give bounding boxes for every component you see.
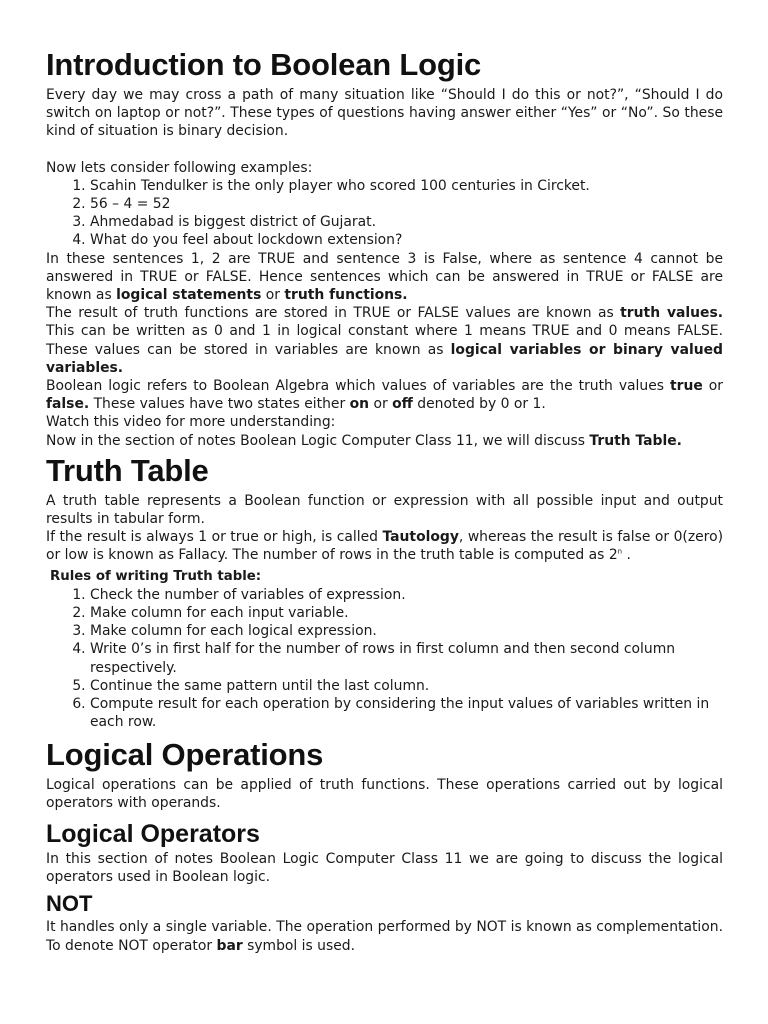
bold-term: true xyxy=(670,378,703,395)
list-item: 3. Make column for each logical expression. xyxy=(90,622,723,640)
list-item: 3. Ahmedabad is biggest district of Gujarat. xyxy=(90,213,723,231)
list-item: 4. What do you feel about lockdown extension? xyxy=(90,231,723,249)
list-item: 4. Write 0’s in first half for the number of rows in first column and then second column respectively. xyxy=(90,640,723,676)
section-intro-paragraph: Now in the section of notes Boolean Logic Computer Class 11, we will discuss Truth Table. xyxy=(46,432,682,449)
bold-term: logical variables or binary valued variables. xyxy=(46,341,723,376)
intro-paragraph: Every day we may cross a path of many situation like “Should I do this or not?”, “Should I do switch on laptop or not?”. These types of questions having answer either “Yes” or “No”. So these kind of situation is binary decision. xyxy=(46,87,723,140)
not-heading: NOT xyxy=(46,891,93,917)
video-paragraph: Watch this video for more understanding: xyxy=(46,414,336,431)
tautology-paragraph: If the result is always 1 or true or high, is called Tautology, whereas the result is false or 0(zero) or low is known as Fallacy. The number of rows in the truth table is computed as 2$^n$ . xyxy=(46,529,723,564)
list-item: 1. Scahin Tendulker is the only player who scored 100 centuries in Circket. xyxy=(90,177,723,195)
examples-list xyxy=(46,177,723,250)
bold-term: on xyxy=(349,396,370,413)
logical-operators-heading: Logical Operators xyxy=(46,819,260,848)
bold-term: logical statements xyxy=(116,287,262,304)
superscript: n xyxy=(617,547,623,556)
list-item: 5. Continue the same pattern until the last column. xyxy=(90,677,723,695)
truth-table-paragraph: A truth table represents a Boolean function or expression with all possible input and output results in tabular form. xyxy=(46,492,723,528)
truth-table-heading: Truth Table xyxy=(46,452,209,488)
list-item: 2. Make column for each input variable. xyxy=(90,604,723,622)
not-paragraph: It handles only a single variable. The operation performed by NOT is known as complementation. To denote NOT operator bar symbol is used. xyxy=(46,919,723,954)
list-item: 2. 56 – 4 = 52 xyxy=(90,195,723,213)
bold-term: off xyxy=(392,396,413,413)
logical-operators-paragraph: In this section of notes Boolean Logic Computer Class 11 we are going to discuss the logical operators used in Boolean logic. xyxy=(46,850,723,886)
bold-term: Truth Table. xyxy=(589,432,682,449)
rules-heading: Rules of writing Truth table: xyxy=(50,568,262,584)
logical-operations-paragraph: Logical operations can be applied of truth functions. These operations carried out by logical operators with operands. xyxy=(46,776,723,811)
boolean-logic-paragraph: Boolean logic refers to Boolean Algebra which values of variables are the truth values true or false. These values have two states either on or off denoted by 0 or 1. xyxy=(46,378,724,413)
list-item: 6. Compute result for each operation by considering the input values of variables written in each row. xyxy=(90,695,723,731)
document-page xyxy=(46,44,723,955)
logical-operations-heading: Logical Operations xyxy=(46,736,324,772)
bold-term: bar xyxy=(216,937,243,954)
bold-term: false. xyxy=(46,396,90,413)
rules-list xyxy=(46,586,723,732)
bold-term: truth functions. xyxy=(284,287,408,304)
page-title: Introduction to Boolean Logic xyxy=(46,47,482,82)
bold-term: Tautology xyxy=(382,529,459,546)
statements-paragraph: In these sentences 1, 2 are TRUE and sentence 3 is False, where as sentence 4 cannot be answered in TRUE or FALSE. Hence sentences which can be answered in TRUE or FALSE are known as logical statements or truth functions. xyxy=(46,250,723,304)
examples-intro: Now lets consider following examples: xyxy=(46,159,313,176)
list-item: 1. Check the number of variables of expression. xyxy=(90,586,723,604)
bold-term: truth values. xyxy=(620,305,723,322)
truth-values-paragraph: The result of truth functions are stored in TRUE or FALSE values are known as truth values. This can be written as 0 and 1 in logical constant where 1 means TRUE and 0 means FALSE. These values can be stored in variables are known as logical variables or binary valued variables. xyxy=(46,305,723,376)
